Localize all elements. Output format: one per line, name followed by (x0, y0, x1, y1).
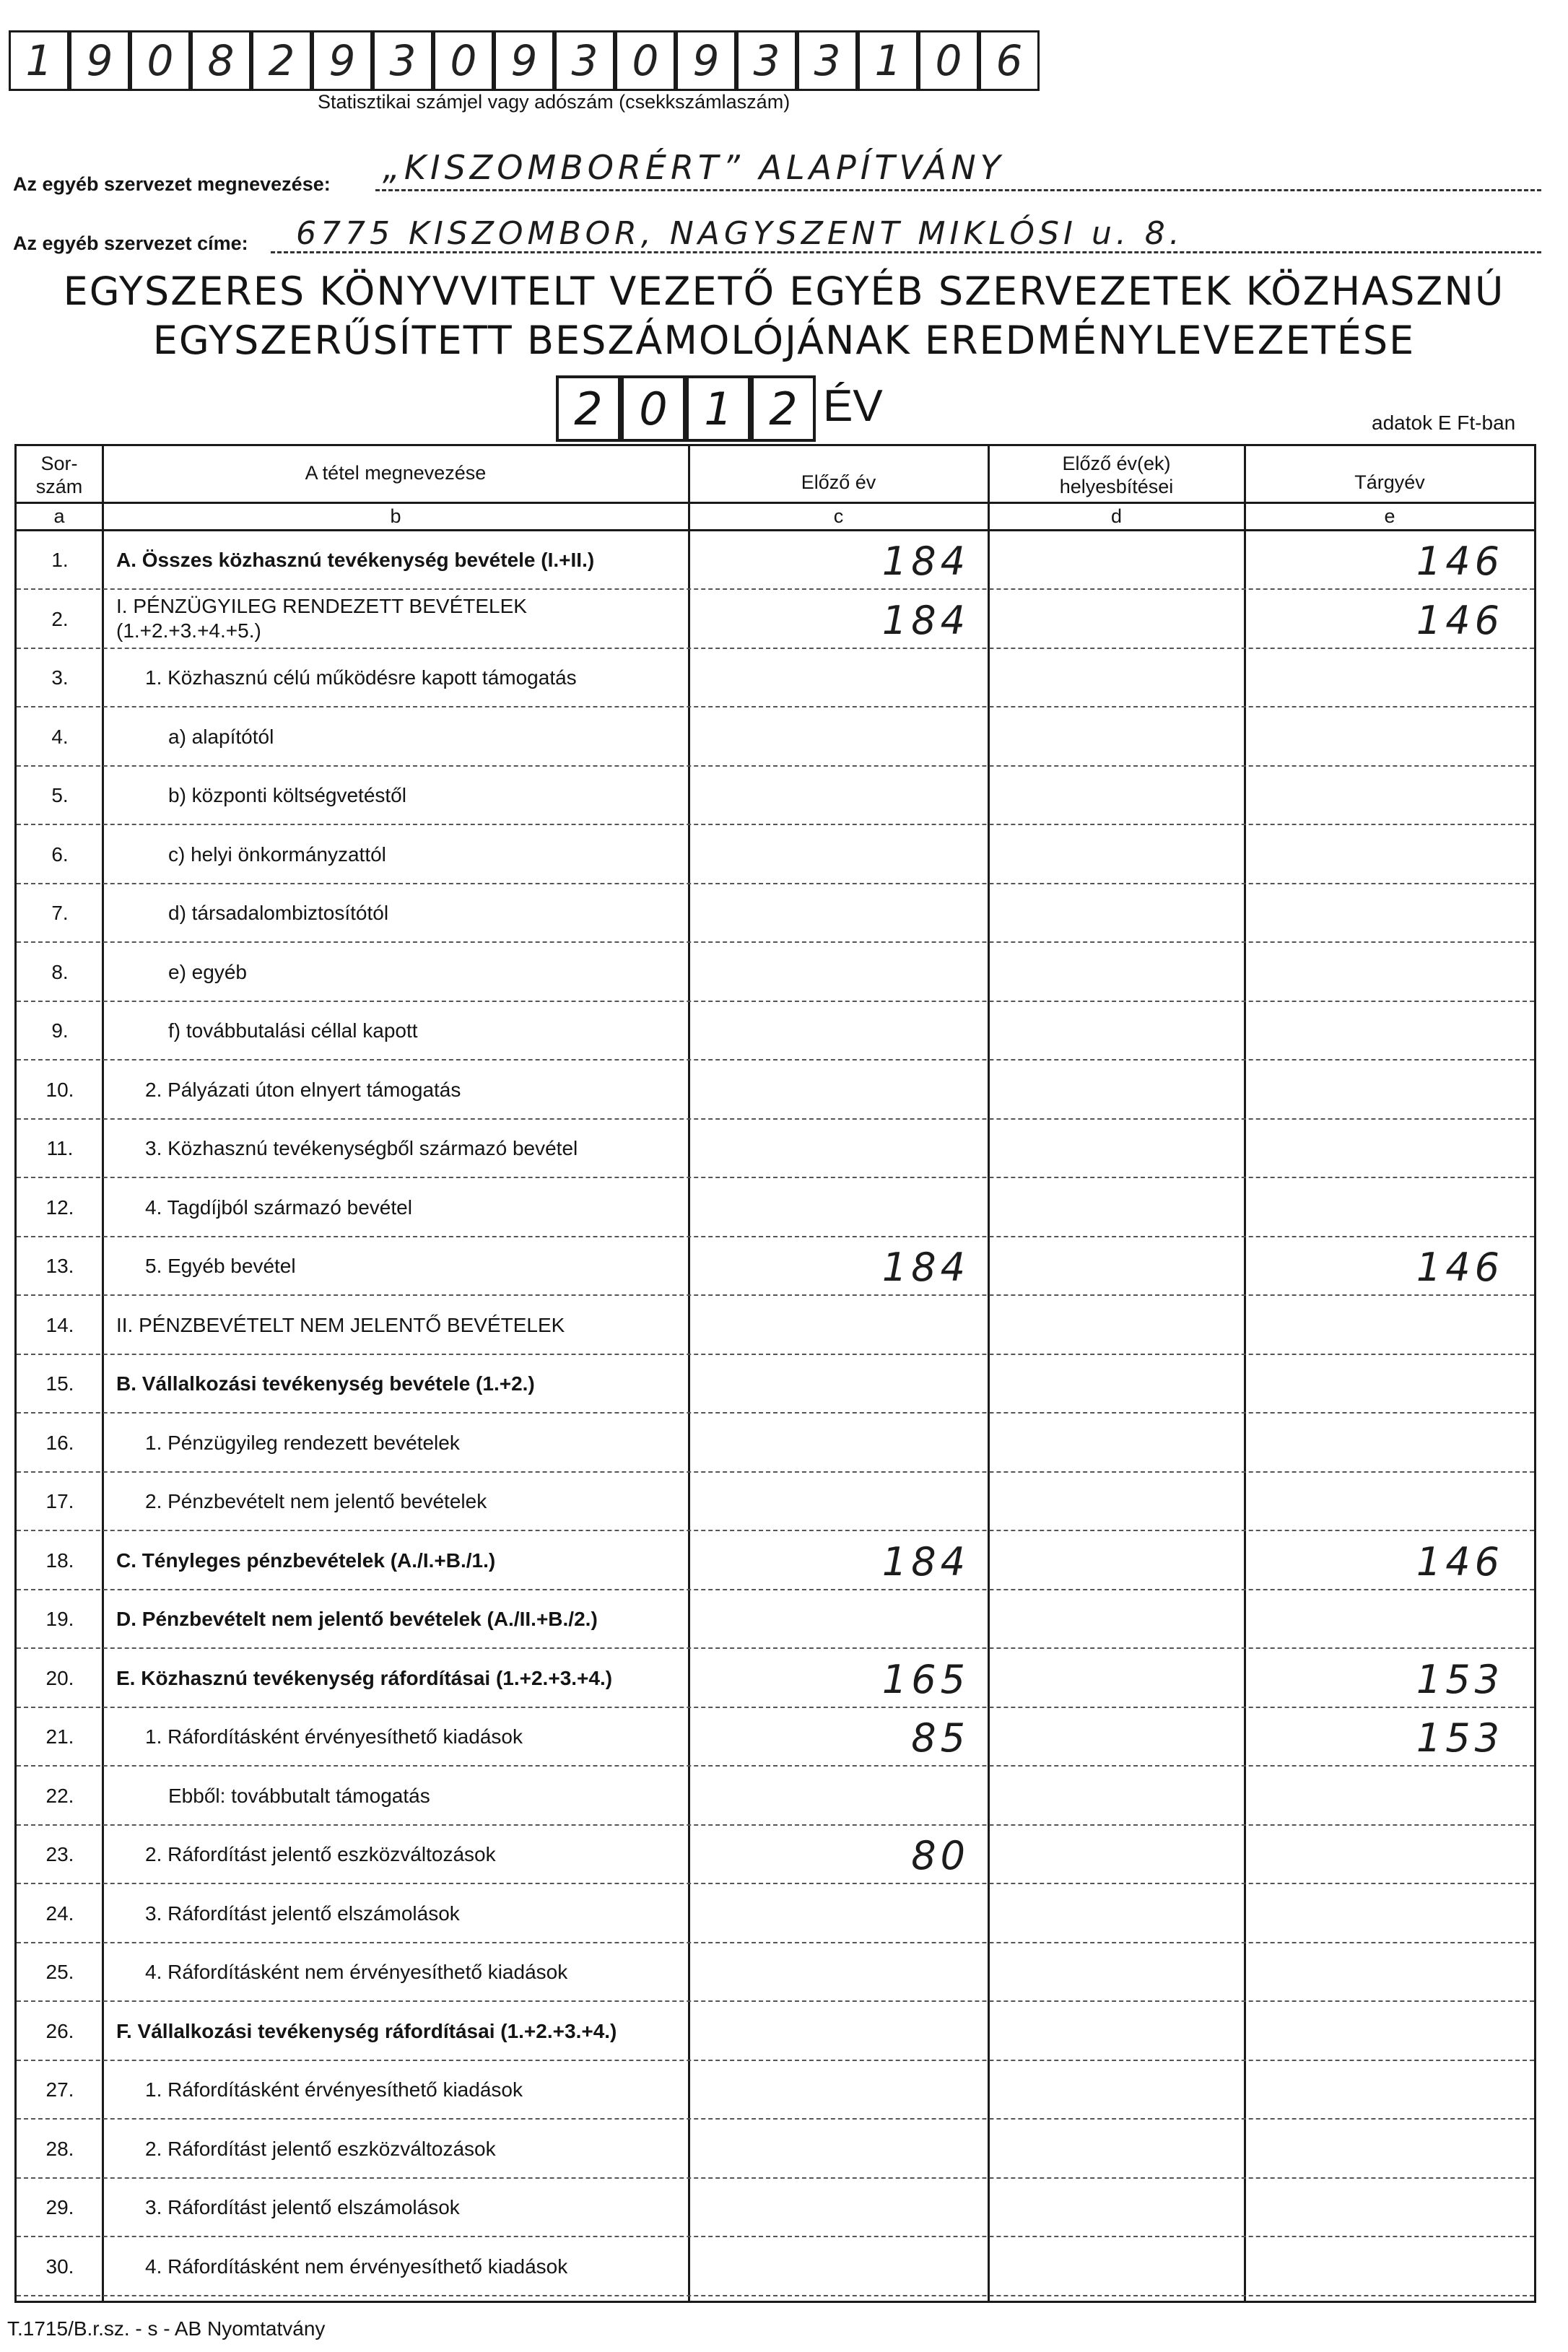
row-label: 5. Egyéb bevétel (145, 1255, 296, 1277)
tax-digit-box: 2 (251, 30, 312, 91)
row-number: 20. (45, 1666, 74, 1689)
row-label: 2. Pályázati úton elnyert támogatás (145, 1078, 461, 1101)
org-name-label: Az egyéb szervezet megnevezése: (13, 173, 331, 195)
table-row (17, 884, 1534, 943)
prev-year-value: 184 (881, 597, 970, 643)
row-number: 22. (45, 1784, 74, 1807)
row-number: 13. (45, 1255, 74, 1277)
prev-year-value: 184 (881, 539, 970, 584)
row-label: 4. Ráfordításként nem érvényesíthető kiadások (145, 1961, 568, 1983)
table-row (17, 2120, 1534, 2179)
table-row (17, 1297, 1534, 1355)
table-row (17, 1708, 1534, 1767)
table-row (17, 2179, 1534, 2237)
table-row (17, 2061, 1534, 2120)
year-digit-box: 2 (751, 375, 816, 442)
table-row (17, 826, 1534, 884)
row-label: 1. Közhasznú célú működésre kapott támogatás (145, 666, 577, 689)
table-row (17, 1943, 1534, 2002)
row-number: 23. (45, 1843, 74, 1865)
target-year-value: 146 (1416, 1245, 1504, 1290)
row-number: 4. (51, 725, 69, 748)
row-label: II. PÉNZBEVÉTELT NEM JELENTŐ BEVÉTELEK (116, 1313, 565, 1336)
table-row (17, 1767, 1534, 1826)
table-row (17, 1650, 1534, 1708)
row-number: 17. (45, 1490, 74, 1512)
table-row (17, 531, 1534, 590)
row-label: 1. Pénzügyileg rendezett bevételek (145, 1431, 460, 1454)
row-number: 26. (45, 2019, 74, 2042)
row-number: 25. (45, 1961, 74, 1983)
table-row (17, 1885, 1534, 1943)
table-row (17, 1590, 1534, 1649)
row-number: 5. (51, 784, 69, 806)
row-number: 16. (45, 1431, 74, 1454)
letter-d: d (1110, 505, 1123, 527)
tax-digit-box: 3 (554, 30, 615, 91)
prev-year-value: 184 (881, 1538, 970, 1585)
tax-digit-box: 9 (676, 30, 736, 91)
row-number: 9. (51, 1019, 69, 1042)
prev-year-value: 80 (911, 1833, 970, 1878)
row-label: F. Vállalkozási tevékenység ráfordításai (1.+2.+3.+4.) (116, 2019, 617, 2042)
tax-digit-box: 3 (797, 30, 858, 91)
row-number: 3. (51, 666, 69, 689)
table-row (17, 1532, 1534, 1590)
table-row (17, 767, 1534, 825)
tax-digit-box: 0 (615, 30, 676, 91)
target-year-value: 146 (1416, 1538, 1504, 1585)
prev-year-value: 85 (911, 1715, 970, 1761)
tax-number-caption: Statisztikai számjel vagy adószám (csekkszámlaszám) (318, 91, 790, 113)
row-label: 2. Ráfordítást jelentő eszközváltozások (145, 1843, 496, 1865)
row-number: 6. (51, 842, 69, 866)
prev-year-value: 165 (881, 1656, 970, 1702)
row-label: B. Vállalkozási tevékenység bevétele (1.+2.) (116, 1372, 535, 1395)
table-row (17, 1002, 1534, 1060)
row-label: 3. Ráfordítást jelentő elszámolások (145, 2196, 460, 2218)
row-label: C. Tényleges pénzbevételek (A./I.+B./1.) (116, 1549, 496, 1572)
row-label: f) továbbutalási céllal kapott (168, 1019, 418, 1042)
row-label: c) helyi önkormányzattól (168, 842, 386, 866)
row-label: 3. Ráfordítást jelentő elszámolások (145, 1902, 460, 1925)
org-address-value: 6775 KISZOMBOR, NAGYSZENT MIKLÓSI u. 8. (296, 215, 1184, 252)
tax-digit-box: 0 (918, 30, 979, 91)
tax-digit-box: 3 (373, 30, 433, 91)
row-label: 3. Közhasznú tevékenységből származó bevétel (145, 1137, 578, 1159)
row-number: 30. (45, 2255, 74, 2278)
row-number: 12. (45, 1195, 74, 1219)
tax-digit-box: 0 (130, 30, 191, 91)
prev-year-value: 184 (881, 1245, 970, 1290)
year-digit-box: 0 (621, 375, 686, 442)
row-label: A. Összes közhasznú tevékenység bevétele (I.+II.) (116, 549, 595, 571)
table-row (17, 649, 1534, 707)
table-row (17, 944, 1534, 1002)
row-label: e) egyéb (168, 960, 247, 983)
tax-digit-box: 0 (433, 30, 494, 91)
table-row (17, 1120, 1534, 1178)
target-year-value: 153 (1416, 1656, 1504, 1702)
row-number: 29. (45, 2196, 74, 2218)
row-label: 4. Tagdíjból származó bevétel (145, 1195, 412, 1219)
tax-digit-box: 3 (736, 30, 797, 91)
form-title-line2: EGYSZERŰSÍTETT BESZÁMOLÓJÁNAK EREDMÉNYLEVEZETÉSE (152, 318, 1416, 363)
org-name-value: „KISZOMBORÉRT” ALAPÍTVÁNY (383, 148, 1005, 187)
row-label: Ebből: továbbutalt támogatás (168, 1784, 430, 1807)
table-row (17, 708, 1534, 767)
tax-digit-box: 9 (69, 30, 130, 91)
row-label-continuation: (1.+2.+3.+4.+5.) (116, 619, 261, 642)
unit-note: adatok E Ft-ban (1372, 411, 1516, 434)
row-number: 8. (51, 960, 69, 983)
row-number: 1. (51, 549, 69, 571)
result-table (14, 444, 1536, 2303)
row-number: 21. (45, 1725, 74, 1748)
table-row (17, 591, 1534, 649)
row-number: 27. (45, 2078, 74, 2101)
row-number: 15. (45, 1372, 74, 1395)
letter-e: e (1384, 505, 1395, 527)
year-digit-box: 1 (686, 375, 751, 442)
tax-digit-box: 1 (9, 30, 69, 91)
target-year-value: 153 (1416, 1715, 1504, 1761)
tax-digit-box: 8 (191, 30, 251, 91)
row-number: 7. (51, 902, 69, 924)
table-row (17, 2238, 1534, 2296)
letter-b: b (390, 505, 401, 527)
header-target: Tárgyév (1354, 471, 1425, 493)
tax-digit-box: 9 (494, 30, 554, 91)
header-sorszam: Sor- szám (35, 453, 83, 497)
row-label: 2. Ráfordítást jelentő eszközváltozások (145, 2137, 496, 2160)
row-label: E. Közhasznú tevékenység ráfordításai (1.+2.+3.+4.) (116, 1666, 613, 1689)
row-label: 1. Ráfordításként érvényesíthető kiadások (145, 1725, 523, 1748)
tax-digit-box: 9 (312, 30, 373, 91)
header-name: A tétel megnevezése (305, 462, 487, 484)
letter-c: c (833, 505, 844, 527)
table-row (17, 2003, 1534, 2061)
tax-digit-box: 1 (858, 30, 918, 91)
row-label: I. PÉNZÜGYILEG RENDEZETT BEVÉTELEK (116, 594, 527, 617)
row-label: D. Pénzbevételt nem jelentő bevételek (A./II.+B./2.) (116, 1608, 598, 1630)
header-corr: Előző év(ek) helyesbítései (1059, 453, 1174, 497)
row-label: d) társadalombiztosítótól (168, 902, 389, 924)
row-label: b) központi költségvetéstől (168, 784, 406, 806)
row-label: 4. Ráfordításként nem érvényesíthető kiadások (145, 2255, 568, 2278)
row-number: 11. (46, 1137, 74, 1159)
form-title-line1: EGYSZERES KÖNYVVITELT VEZETŐ EGYÉB SZERVEZETEK KÖZHASZNÚ (63, 269, 1505, 314)
table-row (17, 1414, 1534, 1473)
year-suffix: ÉV (823, 381, 883, 431)
row-number: 18. (45, 1549, 74, 1572)
form-footer: T.1715/B.r.sz. - s - AB Nyomtatvány (7, 2317, 326, 2340)
row-number: 14. (45, 1313, 74, 1336)
header-prev: Előző év (801, 471, 876, 493)
table-row (17, 1061, 1534, 1120)
row-number: 24. (45, 1902, 74, 1925)
target-year-value: 146 (1416, 597, 1504, 643)
target-year-value: 146 (1416, 539, 1504, 584)
year-digit-box: 2 (556, 375, 621, 442)
row-number: 28. (45, 2137, 74, 2160)
row-label: 1. Ráfordításként érvényesíthető kiadások (145, 2078, 523, 2101)
tax-digit-box: 6 (979, 30, 1040, 91)
table-row (17, 1826, 1534, 1884)
row-number: 10. (45, 1078, 74, 1101)
row-number: 2. (51, 607, 69, 630)
table-row (17, 1179, 1534, 1237)
org-address-label: Az egyéb szervezet címe: (13, 232, 248, 254)
row-label: 2. Pénzbevételt nem jelentő bevételek (145, 1490, 487, 1512)
row-label: a) alapítótól (168, 725, 274, 748)
table-row (17, 1355, 1534, 1414)
row-number: 19. (45, 1608, 74, 1630)
org-name-underline (375, 189, 1541, 191)
table-row (17, 1473, 1534, 1531)
table-row (17, 1237, 1534, 1296)
letter-a: a (53, 505, 65, 527)
